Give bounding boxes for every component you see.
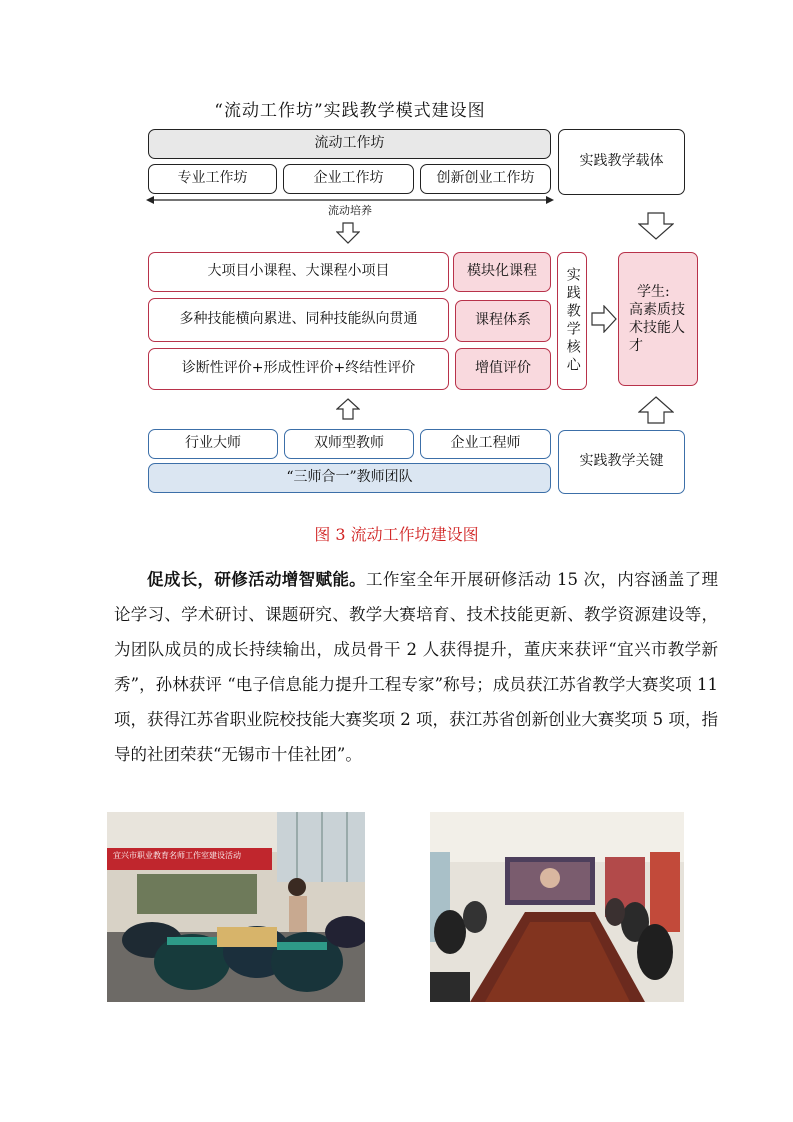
up-arrow-icon — [638, 396, 674, 424]
photo-classroom-scene — [107, 812, 365, 1002]
role-dual-teacher: 双师型教师 — [284, 429, 414, 459]
workshop-innovation: 创新创业工作坊 — [420, 164, 551, 194]
tag-course-system: 课程体系 — [455, 300, 551, 342]
paragraph-lead: 促成长，研修活动增智赋能。 — [147, 570, 367, 589]
photo-meeting — [430, 812, 684, 1002]
tag-modular-course: 模块化课程 — [453, 252, 551, 292]
key-box: 实践教学关键 — [558, 430, 685, 494]
paragraph-body: 工作室全年开展研修活动 15 次，内容涵盖了理论学习、学术研讨、课题研究、教学大赛培育、技术技能更新、教学资源建设等，为团队成员的成长持续输出，成员骨干 2 人获得提升，董庆来获评“宜兴市教学新秀”，孙林获评 “电子信息能力提升工程专家”称号；成员获江苏省教学大赛奖项 11 项，获得江苏省职业院校技能大赛奖项 2 项，获江苏省创新创业大赛奖项 5 项，指导的社团荣获“无锡市十佳社团”。 — [114, 570, 718, 764]
workshop-header: 流动工作坊 — [148, 129, 551, 159]
workshop-professional: 专业工作坊 — [148, 164, 277, 194]
down-arrow-icon — [336, 222, 360, 244]
workshop-enterprise: 企业工作坊 — [283, 164, 414, 194]
photo-banner-text: 宜兴市职业教育名师工作室建设活动 — [113, 851, 241, 860]
tag-value-added-eval: 增值评价 — [455, 348, 551, 390]
right-arrow-icon — [591, 305, 617, 333]
diagram-title: “流动工作坊”实践教学模式建设图 — [214, 101, 486, 121]
paragraph — [114, 562, 718, 772]
up-arrow-icon — [336, 398, 360, 420]
student-box — [618, 252, 698, 386]
course-row-1: 大项目小课程、大课程小项目 — [148, 252, 449, 292]
down-arrow-icon — [638, 212, 674, 240]
student-text: 高素质技术技能人才 — [629, 301, 685, 355]
photo-workshop-activity — [107, 812, 365, 1002]
core-box — [557, 252, 587, 390]
teacher-team: “三师合一”教师团队 — [148, 463, 551, 493]
student-label: 学生: — [637, 283, 670, 300]
course-row-2: 多种技能横向累进、同种技能纵向贯通 — [148, 298, 449, 342]
flow-label: 流动培养 — [328, 204, 372, 217]
role-enterprise-engineer: 企业工程师 — [420, 429, 551, 459]
core-label: 实践教学核心 — [564, 267, 581, 375]
carrier-box: 实践教学载体 — [558, 129, 685, 195]
role-industry-master: 行业大师 — [148, 429, 278, 459]
figure-caption: 图 3 流动工作坊建设图 — [314, 525, 479, 544]
course-row-3: 诊断性评价+形成性评价+终结性评价 — [148, 348, 449, 390]
photo-meeting-scene — [430, 812, 684, 1002]
